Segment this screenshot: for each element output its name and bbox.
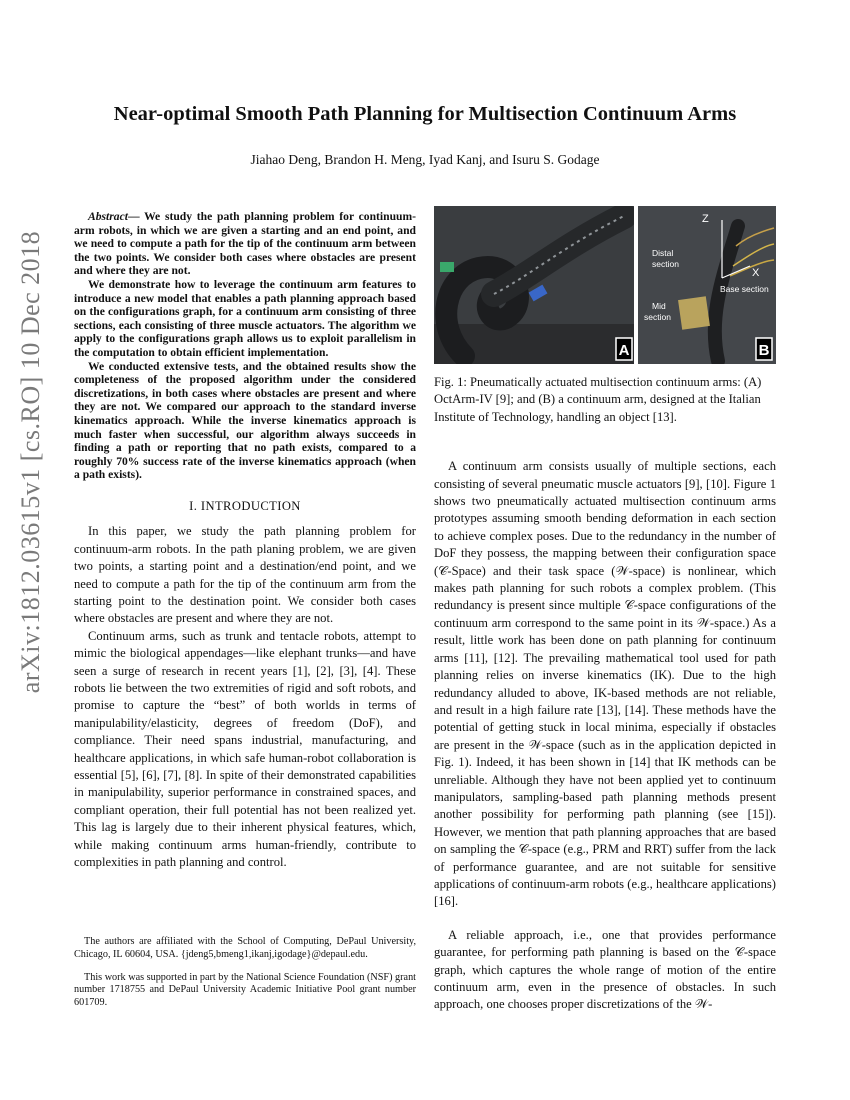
section-heading-introduction: I. INTRODUCTION [189,498,301,513]
distal-label-line-1: Distal [652,248,674,258]
author-list: Jiahao Deng, Brandon H. Meng, Iyad Kanj, and Isuru S. Godage [250,152,600,167]
figure-caption: Fig. 1: Pneumatically actuated multisection continuum arms: (A) OctArm-IV [9]; and (B) a continuum arm, designed at the Italian Institute of Technology, handling an object [13]. [434,375,762,424]
caption-spacer [434,426,776,458]
figure-panel-b [638,206,776,364]
abstract-paragraph-1: Abstract— We study the path planning problem for continuum-arm robots, in which we are given a starting and an end point, and we need to compute a path for the tip of the continuum arm between the two points. We consider both cases where obstacles are present and where they are not. [74,210,416,278]
panel-a-label: A [618,342,630,359]
abstract-paragraph-3: We conducted extensive tests, and the obtained results show the completeness of the proposed algorithm under the considered discretizations, in both cases where obstacles are present and where they are not. We compared our approach to the standard inverse kinematics approach. While the inverse kinematics approach is much faster when successful, our algorithm always succeeds in finding a path or reporting that no path exists, compared to a roughly 70% success rate of the inverse kinematics approach (when a path exists). [74,359,416,482]
base-section-label: Base section [720,284,769,294]
right-column [434,206,776,1014]
panel-b-label: B [758,342,770,359]
abstract [74,210,416,482]
paper-title: Near-optimal Smooth Path Planning for Multisection Continuum Arms [113,103,737,125]
z-axis-label: Z [702,213,709,225]
abstract-label: Abstract [88,210,128,223]
mid-label-line-1: Mid [652,301,666,311]
affiliation-footnote: The authors are affiliated with the School of Computing, DePaul University, Chicago, IL 60604, USA. {jdeng5,bmeng1,ikanj,igodage}@depaul.edu. [74,936,416,960]
right-paragraph-1: A continuum arm consists usually of multiple sections, each consisting of several pneumatic muscle actuators [9], [10]. Figure 1 shows two pneumatically actuated multisection continuum arms prototypes assuming smooth bending deformation in each section to achieve complex poses. Due to the redundancy in the number of DoF they possess, the mapping between their configuration space (𝒞-Space) and their task space (𝒲-space) is nonlinear, which makes path planning for such robots a complex problem. (This redundancy is present since multiple 𝒞-space configurations of the continuum arm correspond to the same point in its 𝒲-space.) As a result, little work has been done on path planning for continuum arms [11], [12]. The prevailing mathematical tool used for path planning relies on inverse kinematics (IK). Due to the high redundancy alluded to above, IK-based methods are not reliable, and result in a high failure rate [13], [14]. These methods have the potential of getting stuck in local minima, especially if obstacles are present in the 𝒲-space (such as in the application depicted in Fig. 1). Indeed, it has been shown in [14] that IK methods can be unreliable. Although they have not been applied yet to continuum manipulators, sampling-based path planning methods present another possibility for performing path planning (see [15]). However, we mention that path planning approaches that are based on sampling the 𝒞-space (e.g., PRM and RRT) suffer from the lack of performance guarantee, and are not suitable for sensitive applications of continuum-arm robots (e.g., healthcare applications) [16]. [434,459,776,909]
arxiv-identifier: arXiv:1812.03615v1 [cs.RO] 10 Dec 2018 [16,230,45,694]
right-paragraph-2: A reliable approach, i.e., one that provides performance guarantee, for performing path planning is based on the 𝒞-space graph, which captures the whole range of motion of the entire continuum arm, even in the presence of obstacles. In such approach, one chooses proper discretizations of the 𝒲- [434,927,776,1012]
figure-1 [434,206,776,364]
left-column [74,210,416,871]
iit-arm-photo [638,206,776,364]
held-object [678,296,710,330]
x-axis-label: X [752,267,760,279]
footnote-spacer [74,962,416,972]
intro-paragraph-2: Continuum arms, such as trunk and tentacle robots, attempt to mimic the biological appendages—like elephant trunks—and have seen a surge of research in recent years [1], [2], [3], [4]. These robots lie between the two extremities of rigid and soft robots, and promise to capture the “best” of both worlds in terms of manipulability/elasticity, degrees of freedom (DoF), and compliance. Their need spans industrial, manufacturing, and healthcare applications, in which safe human-robot collaboration is essential [5], [6], [7], [8]. In spite of their demonstrated capabilities in manipulability, superior performance in constrained spaces, and compliant operation, their full potential has not been realized yet. This lag is largely due to their inherent physical features, which, while making continuum arms human-friendly, contribute to complexities in path planning and control. [74,628,416,869]
footnotes [74,936,416,1010]
abstract-paragraph-2: We demonstrate how to leverage the continuum arm features to introduce a new model that enables a path planning approach based on the configurations graph, for a continuum arm consisting of three sections, each consisting of three muscle actuators. The algorithm we apply to the configurations graph allows us to exploit parallelism in the computation to obtain efficient implementation. [74,277,416,359]
figure-panel-a [434,206,634,364]
octarm-photo [434,206,634,364]
mid-label-line-2: section [644,312,671,322]
intro-paragraph-1: In this paper, we study the path planning problem for continuum-arm robots. In the path planing problem, we are given two points, a starting point and a destination/end point, and we need to compute a path for the tip of the continuum arm from the starting point to the destination point. We consider both cases where obstacles are present and where they are not. [74,524,416,626]
distal-label-line-2: section [652,259,679,269]
green-band [440,262,454,272]
funding-footnote: This work was supported in part by the National Science Foundation (NSF) grant number 1718755 and DePaul University Academic Initiative Pool grant number 601709. [74,971,416,1009]
